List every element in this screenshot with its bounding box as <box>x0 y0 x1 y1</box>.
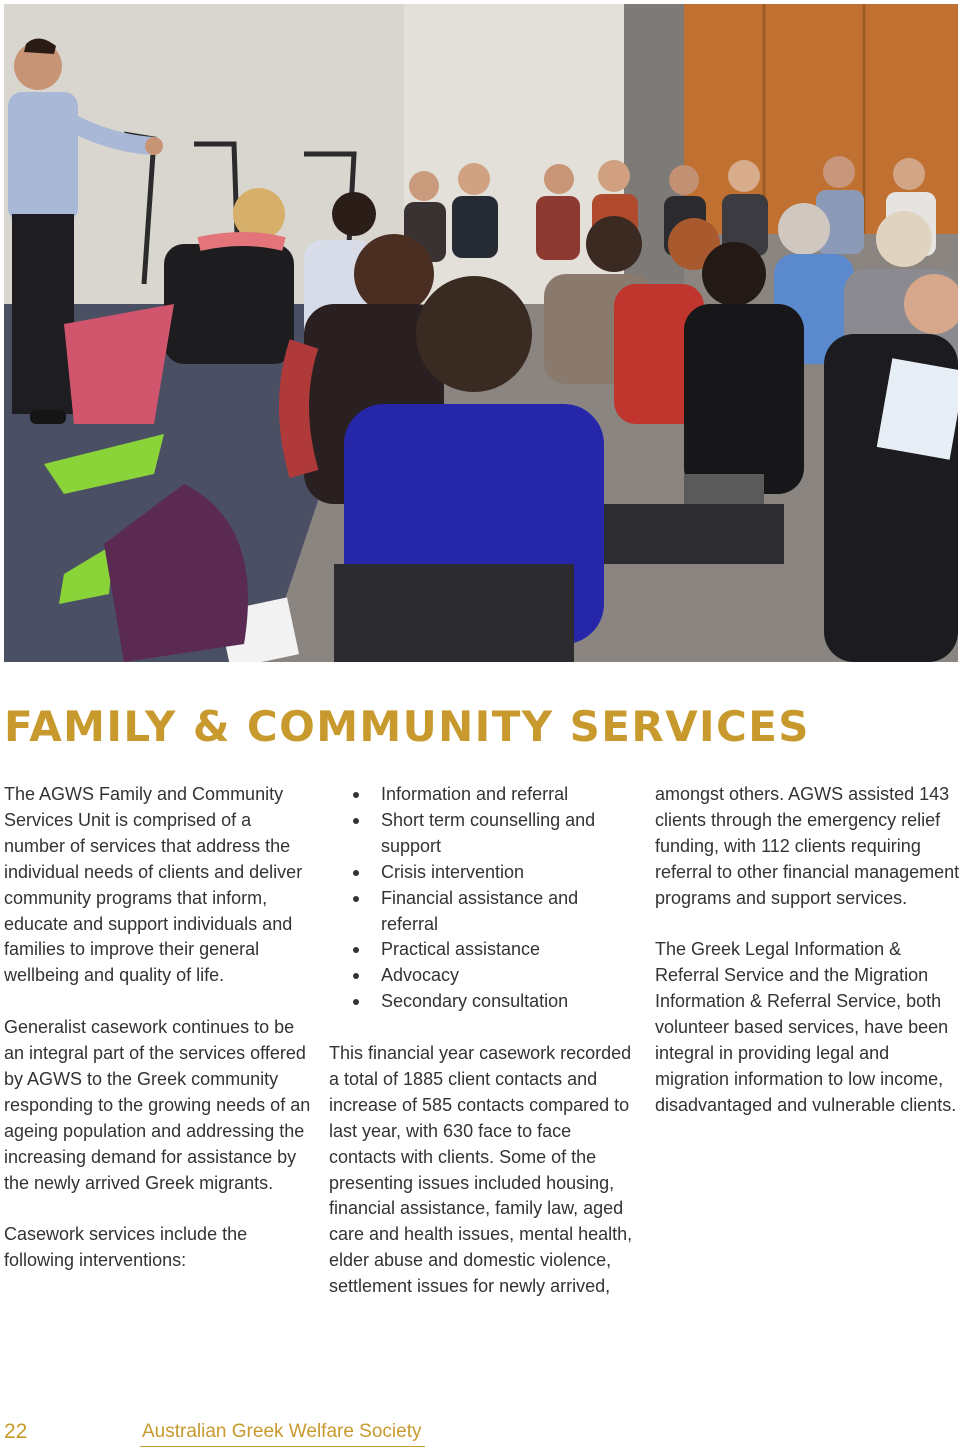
list-item-label: Secondary consultation <box>381 991 569 1012</box>
list-item-label: Information and referral <box>381 784 569 804</box>
column-1 <box>4 782 312 1300</box>
page-title: FAMILY & COMMUNITY SERVICES <box>4 702 810 751</box>
bullet-icon <box>353 818 359 824</box>
list-item <box>329 989 635 1015</box>
list-item-label: Financial assistance and referral <box>381 887 579 934</box>
bullet-icon <box>353 870 359 876</box>
casework-paragraph: Generalist casework continues to be an integral part of the services offered by AGWS to the Greek community responding to the growing needs of an ageing population and addressing the increasing demand for assistance by the newly arrived Greek migrants. <box>4 1017 311 1193</box>
page-number: 22 <box>4 1420 28 1443</box>
footer-organization: Australian Greek Welfare Society <box>142 1421 422 1442</box>
audience-photo-illustration <box>4 4 958 662</box>
list-item-label: Practical assistance <box>381 939 541 960</box>
bullet-icon <box>353 896 359 902</box>
bullet-icon <box>353 999 359 1005</box>
interventions-intro: Casework services include the following interventions: <box>4 1224 248 1271</box>
list-item <box>329 963 635 989</box>
list-item <box>329 937 635 963</box>
emergency-relief-paragraph: amongst others. AGWS assisted 143 clients through the emergency relief funding, with 112 clients requiring referral to other financial management programs and support services. <box>655 784 960 908</box>
list-item <box>329 860 635 886</box>
bullet-icon <box>353 973 359 979</box>
list-item-label: Advocacy <box>381 965 460 986</box>
list-item-label: Short term counselling and support <box>381 809 596 856</box>
column-3 <box>655 782 960 1145</box>
list-item <box>329 886 635 938</box>
list-item-label: Crisis intervention <box>381 861 525 882</box>
casework-stats-paragraph: This financial year casework recorded a total of 1885 client contacts and increase of 585 contacts compared to last year, with 630 face to face contacts with clients. Some of the presenting issues included housing, financial assistance, family law, aged care and health issues, mental health, elder abuse and domestic violence, settlement issues for newly arrived, <box>329 1043 633 1297</box>
bullet-icon <box>353 792 359 798</box>
list-item <box>329 782 635 808</box>
interventions-list <box>329 782 635 1015</box>
list-item <box>329 808 635 860</box>
footer-divider <box>140 1446 425 1447</box>
intro-paragraph: The AGWS Family and Community Services Unit is comprised of a number of services that address the individual needs of clients and deliver community programs that inform, educate and support individuals and families to improve their general wellbeing and quality of life. <box>4 784 303 986</box>
bullet-icon <box>353 947 359 953</box>
column-2 <box>329 782 635 1326</box>
legal-migration-paragraph: The Greek Legal Information & Referral Service and the Migration Information & Referral Service, both volunteer based services, have been integral in providing legal and migration information to low income, disadvantaged and vulnerable clients. <box>655 939 957 1115</box>
audience-photo <box>4 4 958 662</box>
